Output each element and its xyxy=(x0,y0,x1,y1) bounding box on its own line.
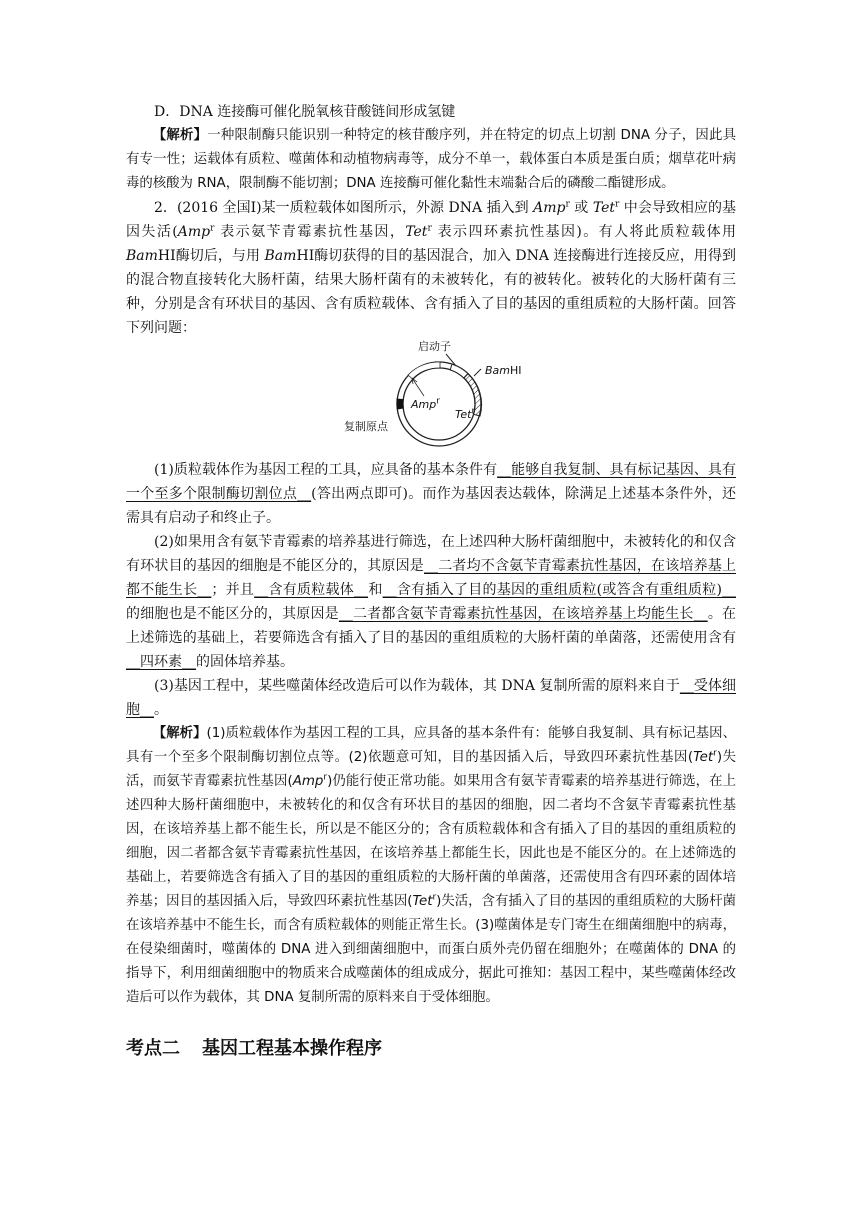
answer-1: __能够自我复制、具有标记基因、具有一个至多个限制酶切割位点__ xyxy=(126,462,736,502)
bamhi-leader xyxy=(474,369,481,376)
analysis-1: 【解析】一种限制酶只能识别一种特定的核苷酸序列，并在特定的切点上切割 DNA 分子，因此具有专一性；运载体有质粒、噬菌体和动植物病毒等，成分不单一，载体蛋白本质是蛋白质；烟草花叶病毒的核酸为 RNA，限制酶不能切割；DNA 连接酶可催化黏性末端黏合后的磷酸二酯键形成。 xyxy=(126,128,737,191)
bamhi-label: BamHⅠ xyxy=(485,364,522,377)
amp-gene-segment xyxy=(408,362,440,379)
ori-block xyxy=(397,399,403,409)
answer-2b: __含有质粒载体__ xyxy=(254,582,369,598)
option-d: D．DNA 连接酶可催化脱氧核苷酸链间形成氢键 xyxy=(154,104,456,120)
amp-label: Amp$^r$ xyxy=(411,396,440,411)
answer-2e: __四环素__ xyxy=(126,654,196,670)
tet-label: Tet$^r$ xyxy=(455,406,476,421)
answer-2d: __二者都含氨苄青霉素抗性基因，在该培养基上均能生长__ xyxy=(338,606,708,622)
question-2-stem: 2．(2016 全国Ⅰ)某一质粒载体如图所示，外源 DNA 插入到 Amp$^r$ 或 Tet$^r$ 中会导致相应的基因失活(Amp$^r$ 表示氨苄青霉素抗性基因，Tet$^r$ 表示四环素抗性基因)。有人将此质粒载体用 BamHⅠ酶切后，与用 BamHⅠ酶切获得的目的基因混合，加入 DNA 连接酶进行连接反应，用得到的混合物直接转化大肠杆菌，结果大肠杆菌有的未被转化，有的被转化。被转化的大肠杆菌有三种，分别是含有环状目的基因、含有质粒载体、含有插入了目的基因的重组质粒的大肠杆菌。回答下列问题： xyxy=(126,199,736,336)
answer-2a: __二者均不含氨苄青霉素抗性基因，在该培养基上都不能生长__ xyxy=(126,558,736,598)
analysis-tag: 【解析】 xyxy=(152,128,208,143)
document-body xyxy=(126,100,736,1010)
question-2-part-2: (2)如果用含有氨苄青霉素的培养基进行筛选，在上述四种大肠杆菌细胞中，未被转化的和仅含有环状目的基因的细胞是不能区分的，其原因是__二者均不含氨苄青霉素抗性基因，在该培养基上都不能生长__；并且__含有质粒载体__和__含有插入了目的基因的重组质粒(或答含有重组质粒)__的细胞也是不能区分的，其原因是__二者都含氨苄青霉素抗性基因，在该培养基上均能生长__。在上述筛选的基础上，若要筛选含有插入了目的基因的重组质粒的大肠杆菌的单菌落，还需使用含有__四环素__的固体培养基。 xyxy=(126,534,737,670)
section-heading: 考点二 基因工程基本操作程序 xyxy=(126,1038,382,1059)
analysis-2: 【解析】(1)质粒载体作为基因工程的工具，应具备的基本条件有：能够自我复制、具有标记基因、具有一个至多个限制酶切割位点等。(2)依题意可知，目的基因插入后，导致四环素抗性基因(Tet$^r$)失活，而氨苄青霉素抗性基因(Amp$^r$)仍能行使正常功能。如果用含有氨苄青霉素的培养基进行筛选，在上述四种大肠杆菌细胞中，未被转化的和仅含有环状目的基因的细胞，因二者均不含氨苄青霉素抗性基因，在该培养基上都不能生长，所以是不能区分的；含有质粒载体和含有插入了目的基因的重组质粒的细胞，因二者都含氨苄青霉素抗性基因，在该培养基上都能生长，因此也是不能区分的。在上述筛选的基础上，若要筛选含有插入了目的基因的重组质粒的大肠杆菌的单菌落，还需使用含有四环素的固体培养基；因目的基因插入后，导致四环素抗性基因(Tet$^r$)失活，含有插入了目的基因的重组质粒的大肠杆菌在该培养基中不能生长，而含有质粒载体的则能正常生长。(3)噬菌体是专门寄生在细菌细胞中的病毒，在侵染细菌时，噬菌体的 DNA 进入到细菌细胞中，而蛋白质外壳仍留在细胞外；在噬菌体的 DNA 的指导下，利用细菌细胞中的物质来合成噬菌体的组成成分，据此可推知：基因工程中，某些噬菌体经改造后可以作为载体，其 DNA 复制所需的原料来自于受体细胞。 xyxy=(126,726,737,1005)
promoter-label: 启动子 xyxy=(418,340,451,353)
answer-3: __受体细胞__ xyxy=(126,678,736,718)
question-2-part-3: (3)基因工程中，某些噬菌体经改造后可以作为载体，其 DNA 复制所需的原料来自于__受体细胞__。 xyxy=(126,678,736,718)
answer-2c: __含有插入了目的基因的重组质粒(或答含有重组质粒)__ xyxy=(382,582,737,598)
analysis-tag: 【解析】 xyxy=(152,726,207,741)
amp-arrow xyxy=(412,378,424,396)
plasmid-figure xyxy=(126,340,736,458)
question-2-part-1: (1)质粒载体作为基因工程的工具，应具备的基本条件有__能够自我复制、具有标记基因、具有一个至多个限制酶切割位点__(答出两点即可)。而作为基因表达载体，除满足上述基本条件外，还需具有启动子和终止子。 xyxy=(126,462,736,526)
ori-label: 复制原点 xyxy=(344,420,388,433)
